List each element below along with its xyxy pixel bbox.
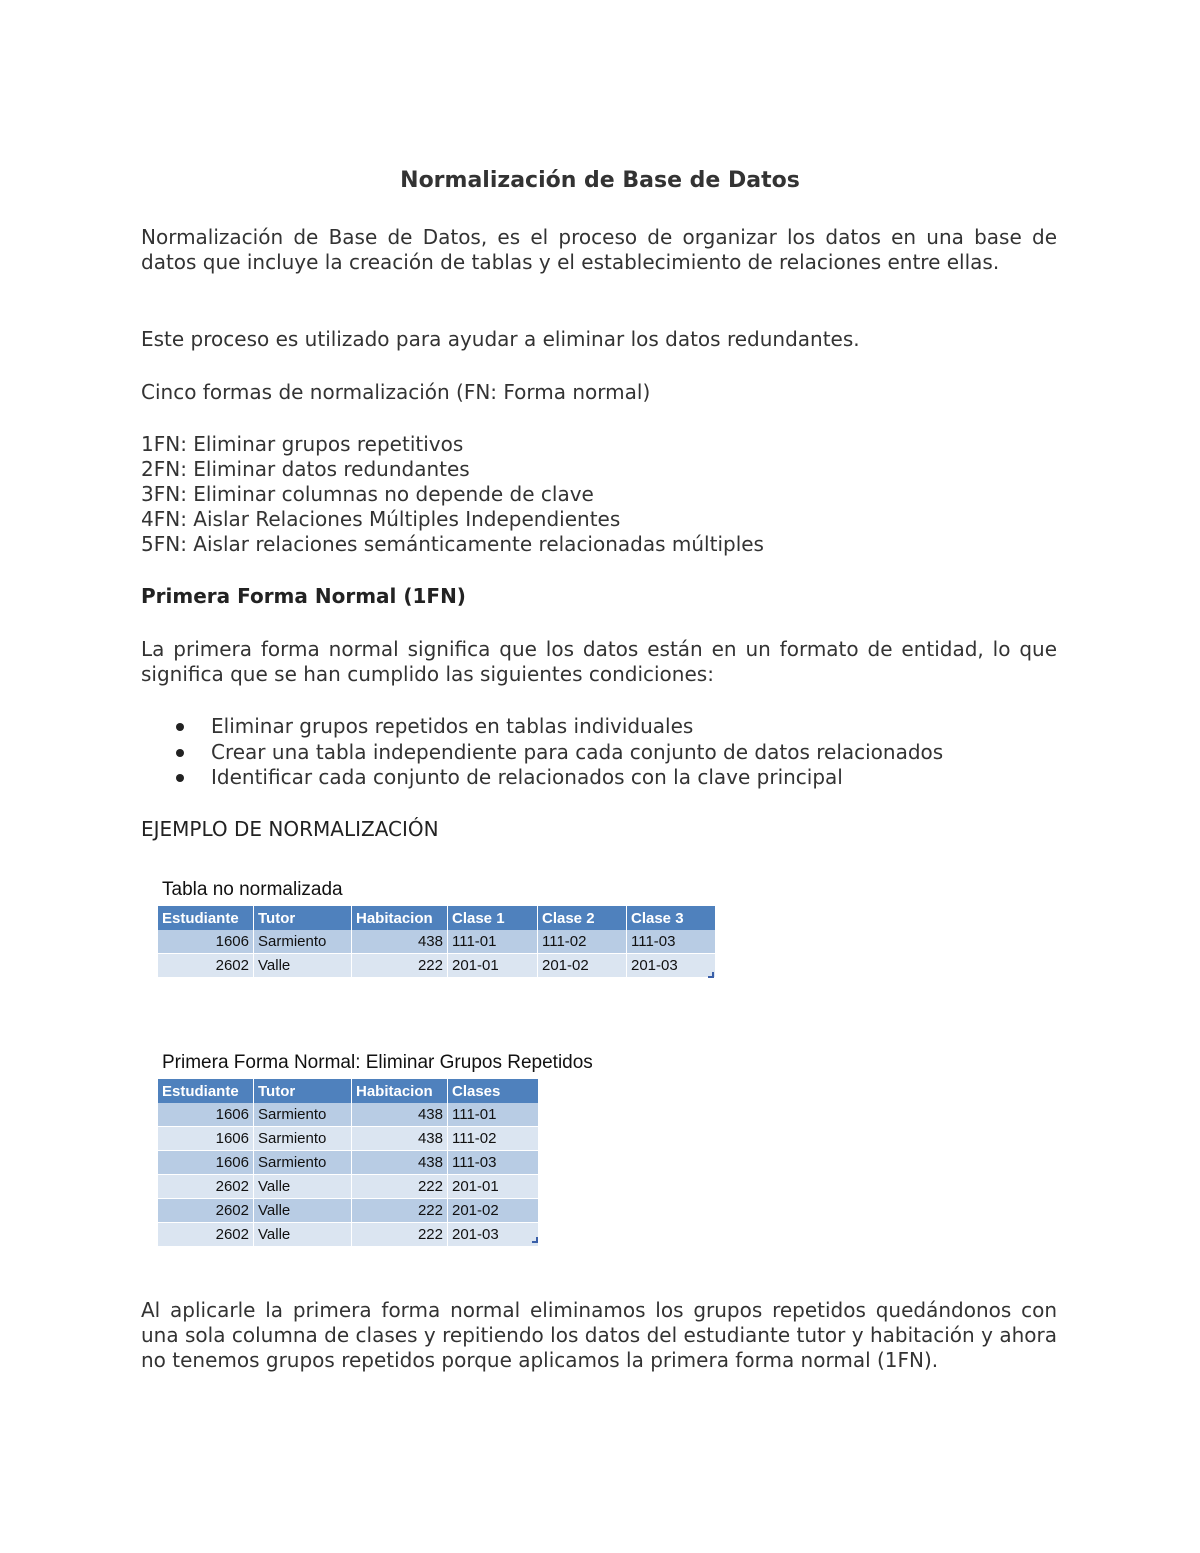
table-cell: 1606: [158, 930, 254, 954]
table-resize-handle-icon: [708, 972, 714, 978]
table-cell: 201-02: [448, 1199, 539, 1223]
table-cell: 438: [352, 1127, 448, 1151]
table-cell: 111-02: [448, 1127, 539, 1151]
purpose-paragraph: Este proceso es utilizado para ayudar a eliminar los datos redundantes.: [141, 327, 860, 351]
table-cell: 111-03: [448, 1151, 539, 1175]
table-caption: Tabla no normalizada: [162, 879, 343, 900]
section-heading-1fn: Primera Forma Normal (1FN): [141, 584, 466, 608]
column-header: Estudiante: [158, 906, 254, 930]
condition-item: [141, 714, 943, 740]
forms-heading: Cinco formas de normalización (FN: Forma normal): [141, 380, 651, 404]
table-cell: 1606: [158, 1151, 254, 1175]
document-title: Normalización de Base de Datos: [400, 168, 800, 193]
column-header: Clases: [448, 1079, 539, 1103]
column-header: Clase 3: [627, 906, 716, 930]
table-cell: 111-02: [538, 930, 627, 954]
table-cell: 2602: [158, 1223, 254, 1247]
column-header: Clase 2: [538, 906, 627, 930]
bullet-icon: [176, 723, 184, 731]
table-row: [158, 1223, 539, 1247]
table-cell: 438: [352, 1151, 448, 1175]
table-cell: 201-01: [448, 954, 538, 978]
table-cell: 2602: [158, 954, 254, 978]
table-cell: 2602: [158, 1175, 254, 1199]
table-cell: 222: [352, 954, 448, 978]
table-cell: 2602: [158, 1199, 254, 1223]
bullet-icon: [176, 749, 184, 757]
column-header: Estudiante: [158, 1079, 254, 1103]
table-row: [158, 1199, 539, 1223]
condition-text: Crear una tabla independiente para cada conjunto de datos relacionados: [211, 739, 944, 764]
table-cell: 222: [352, 1199, 448, 1223]
table-cell: Sarmiento: [254, 1103, 352, 1127]
table-row: [158, 1127, 539, 1151]
first-normal-form-table-figure: [158, 1051, 593, 1247]
table-cell: Sarmiento: [254, 1151, 352, 1175]
conclusion-paragraph: Al aplicarle la primera forma normal eliminamos los grupos repetidos quedándonos con una sola columna de clases y repitiendo los datos del estudiante tutor y habitación y ahora no tenemos grupos repetidos porque aplicamos la primera forma normal (1FN).: [141, 1298, 1057, 1372]
table-cell: Sarmiento: [254, 930, 352, 954]
table-cell: 1606: [158, 1127, 254, 1151]
table-cell: Valle: [254, 1199, 352, 1223]
table-cell: Valle: [254, 954, 352, 978]
condition-item: [141, 765, 943, 791]
table-cell: Valle: [254, 1223, 352, 1247]
first-normal-form-table: [158, 1079, 539, 1247]
column-header: Habitacion: [352, 906, 448, 930]
conditions-list: [141, 714, 943, 791]
bullet-icon: [176, 774, 184, 782]
table-caption: Primera Forma Normal: Eliminar Grupos Repetidos: [162, 1052, 593, 1073]
table-row: [158, 1175, 539, 1199]
normal-form-item: 1FN: Eliminar grupos repetitivos: [141, 432, 464, 456]
table-resize-handle-icon: [532, 1237, 538, 1243]
table-row: [158, 954, 716, 978]
table-cell: 201-03: [448, 1223, 539, 1247]
table-header-row: [158, 906, 716, 930]
section-1fn-paragraph: La primera forma normal significa que los datos están en un formato de entidad, lo que significa que se han cumplido las siguientes condiciones:: [141, 637, 1057, 686]
normal-form-item: 4FN: Aislar Relaciones Múltiples Independientes: [141, 507, 621, 531]
normal-forms-list: [141, 432, 764, 557]
condition-text: Identificar cada conjunto de relacionados con la clave principal: [211, 765, 843, 789]
table-cell: 111-01: [448, 930, 538, 954]
table-cell: 201-01: [448, 1175, 539, 1199]
table-cell: Valle: [254, 1175, 352, 1199]
column-header: Clase 1: [448, 906, 538, 930]
intro-paragraph: Normalización de Base de Datos, es el proceso de organizar los datos en una base de datos que incluye la creación de tablas y el establecimiento de relaciones entre ellas.: [141, 225, 1057, 274]
column-header: Tutor: [254, 906, 352, 930]
table-cell: 438: [352, 930, 448, 954]
condition-item: [141, 740, 943, 766]
table-cell: 111-03: [627, 930, 716, 954]
table-cell: 438: [352, 1103, 448, 1127]
unnormalized-table: [158, 906, 716, 978]
unnormalized-table-figure: [158, 878, 716, 978]
column-header: Habitacion: [352, 1079, 448, 1103]
table-cell: 111-01: [448, 1103, 539, 1127]
column-header: Tutor: [254, 1079, 352, 1103]
table-cell: 201-02: [538, 954, 627, 978]
table-cell: 201-03: [627, 954, 716, 978]
table-header-row: [158, 1079, 539, 1103]
table-cell: 222: [352, 1175, 448, 1199]
normal-form-item: 3FN: Eliminar columnas no depende de clave: [141, 482, 594, 506]
condition-text: Eliminar grupos repetidos en tablas individuales: [211, 714, 694, 738]
table-row: [158, 1151, 539, 1175]
table-row: [158, 930, 716, 954]
table-cell: Sarmiento: [254, 1127, 352, 1151]
normal-form-item: 5FN: Aislar relaciones semánticamente relacionadas múltiples: [141, 532, 764, 556]
example-heading: EJEMPLO DE NORMALIZACIÓN: [141, 817, 439, 841]
table-row: [158, 1103, 539, 1127]
table-cell: 1606: [158, 1103, 254, 1127]
table-cell: 222: [352, 1223, 448, 1247]
normal-form-item: 2FN: Eliminar datos redundantes: [141, 457, 470, 481]
